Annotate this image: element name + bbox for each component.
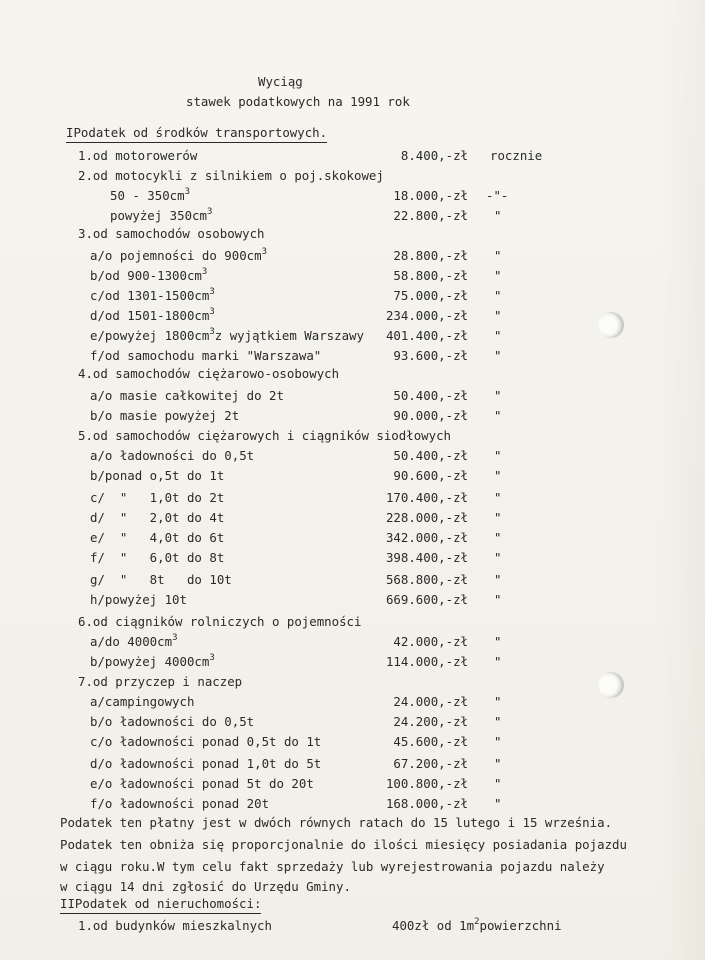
tax-item-amount: 90.000,-zł [393,408,468,423]
tax-item-period: " [494,490,502,505]
tax-item-label: c/ " 1,0t do 2t [90,490,225,505]
note-line: Podatek ten obniża się proporcjonalnie do ilości miesięcy posiadania pojazdu [60,837,627,852]
tax-item-period: " [494,510,502,525]
punch-hole [598,312,624,338]
tax-item-amount: 24.200,-zł [393,714,468,729]
tax-item-amount: 45.600,-zł [393,734,468,749]
tax-item-period: " [494,530,502,545]
tax-item-label: f/ " 6,0t do 8t [90,550,225,565]
tax-item-amount: 168.000,-zł [385,796,468,811]
tax-item-label: b/o ładowności do 0,5t [90,714,255,729]
section-heading-transport: IPodatek od środków transportowych. [66,125,327,143]
note-line: w ciągu 14 dni zgłosić do Urzędu Gminy. [60,879,351,894]
tax-item-label: b/powyżej $4000cm^3$ [90,653,215,669]
tax-item-period: " [494,208,502,223]
tax-item-label: e/o ładowności ponad 5t do 20t [90,776,314,791]
note-line: Podatek ten płatny jest w dwóch równych ratach do 15 lutego i 15 września. [60,815,613,830]
document-title: Wyciąg [258,74,303,89]
tax-item-amount: 398.400,-zł [385,550,468,565]
tax-item-amount: 401.400,-zł [385,328,468,343]
tax-item-amount: 8.400,-zł [400,148,468,163]
tax-item-label: b/od $900-1300cm^3$ [90,267,208,283]
tax-item-label: 5.od samochodów ciężarowych i ciągników siodłowych [78,428,451,443]
tax-item-amount: 234.000,-zł [385,308,468,323]
tax-item-label: f/o ładowności ponad 20t [90,796,270,811]
tax-item-amount: 93.600,-zł [393,348,468,363]
tax-item-period: " [494,634,502,649]
tax-item-period: " [494,308,502,323]
tax-item-amount: 50.400,-zł [393,388,468,403]
tax-item-label: a/o pojemności do $900cm^3$ [90,247,267,263]
tax-item-label: 2.od motocykli z silnikiem o poj.skokowej [78,168,384,183]
tax-item-label: d/o ładowności ponad 1,0t do 5t [90,756,322,771]
tax-item-period: " [494,348,502,363]
punch-hole [598,672,624,698]
tax-item-period: " [494,468,502,483]
tax-item-label: d/od $1501-1800cm^3$ [90,307,215,323]
tax-item-label: 7.od przyczep i naczep [78,674,243,689]
tax-item-period: " [494,268,502,283]
tax-item-period: " [494,734,502,749]
tax-item-label: a/campingowych [90,694,195,709]
tax-item-amount: 28.800,-zł [393,248,468,263]
tax-item-amount: 24.000,-zł [393,694,468,709]
tax-item-amount: 669.600,-zł [385,592,468,607]
tax-item-label: c/o ładowności ponad 0,5t do 1t [90,734,322,749]
tax-item-label: 6.od ciągników rolniczych o pojemności [78,614,362,629]
tax-item-amount: 568.800,-zł [385,572,468,587]
tax-item-label: 1.od motorowerów [78,148,198,163]
document-subtitle: stawek podatkowych na 1991 rok [186,94,410,109]
tax-item-amount: 18.000,-zł [393,188,468,203]
tax-item-period: " [494,388,502,403]
tax-item-amount: 90.600,-zł [393,468,468,483]
tax-item-amount: 342.000,-zł [385,530,468,545]
tax-item-label: g/ " 8t do 10t [90,572,232,587]
tax-item-period: " [494,654,502,669]
tax-item-period: " [494,776,502,791]
tax-item-period: rocznie [490,148,543,163]
tax-item-amount: 58.800,-zł [393,268,468,283]
tax-item-period: " [494,550,502,565]
tax-item-amount: 100.800,-zł [385,776,468,791]
property-item-value: 400zł od $1m^2powierzchni$ [392,917,562,933]
tax-item-label: h/powyżej 10t [90,592,187,607]
tax-item-period: -"- [486,188,509,203]
note-line: w ciągu roku.W tym celu fakt sprzedaży lub wyrejestrowania pojazdu należy [60,859,605,874]
tax-item-label: f/od samochodu marki "Warszawa" [90,348,322,363]
tax-item-amount: 67.200,-zł [393,756,468,771]
tax-item-label: d/ " 2,0t do 4t [90,510,225,525]
tax-item-amount: 50.400,-zł [393,448,468,463]
section-heading-property: IIPodatek od nieruchomości: [60,896,261,914]
tax-item-label: b/ponad o,5t do 1t [90,468,225,483]
tax-item-period: " [494,756,502,771]
tax-item-period: " [494,572,502,587]
tax-item-label: e/powyżej $1800cm^3z$ wyjątkiem Warszawy [90,327,364,343]
tax-item-amount: 42.000,-zł [393,634,468,649]
tax-item-amount: 228.000,-zł [385,510,468,525]
tax-item-period: " [494,288,502,303]
tax-item-label: a/o ładowności do 0,5t [90,448,255,463]
tax-item-label: 4.od samochodów ciężarowo-osobowych [78,366,340,381]
tax-item-label: a/do $4000cm^3$ [90,633,178,649]
tax-item-label: 3.od samochodów osobowych [78,226,265,241]
tax-item-period: " [494,796,502,811]
tax-item-period: " [494,328,502,343]
tax-item-label: b/o masie powyżej 2t [90,408,240,423]
tax-item-label: powyżej $350cm^3$ [110,207,213,223]
tax-item-period: " [494,408,502,423]
property-item-label: 1.od budynków mieszkalnych [78,918,272,933]
tax-item-amount: 22.800,-zł [393,208,468,223]
tax-item-label: e/ " 4,0t do 6t [90,530,225,545]
tax-item-period: " [494,448,502,463]
page-edge-shadow [659,0,705,960]
tax-item-amount: 75.000,-zł [393,288,468,303]
tax-item-amount: 114.000,-zł [385,654,468,669]
tax-item-amount: 170.400,-zł [385,490,468,505]
tax-item-period: " [494,694,502,709]
tax-item-period: " [494,714,502,729]
tax-item-period: " [494,248,502,263]
tax-item-label: a/o masie całkowitej do 2t [90,388,284,403]
tax-item-period: " [494,592,502,607]
tax-item-label: $50 - 350cm^3$ [110,187,191,203]
tax-item-label: c/od $1301-1500cm^3$ [90,287,215,303]
